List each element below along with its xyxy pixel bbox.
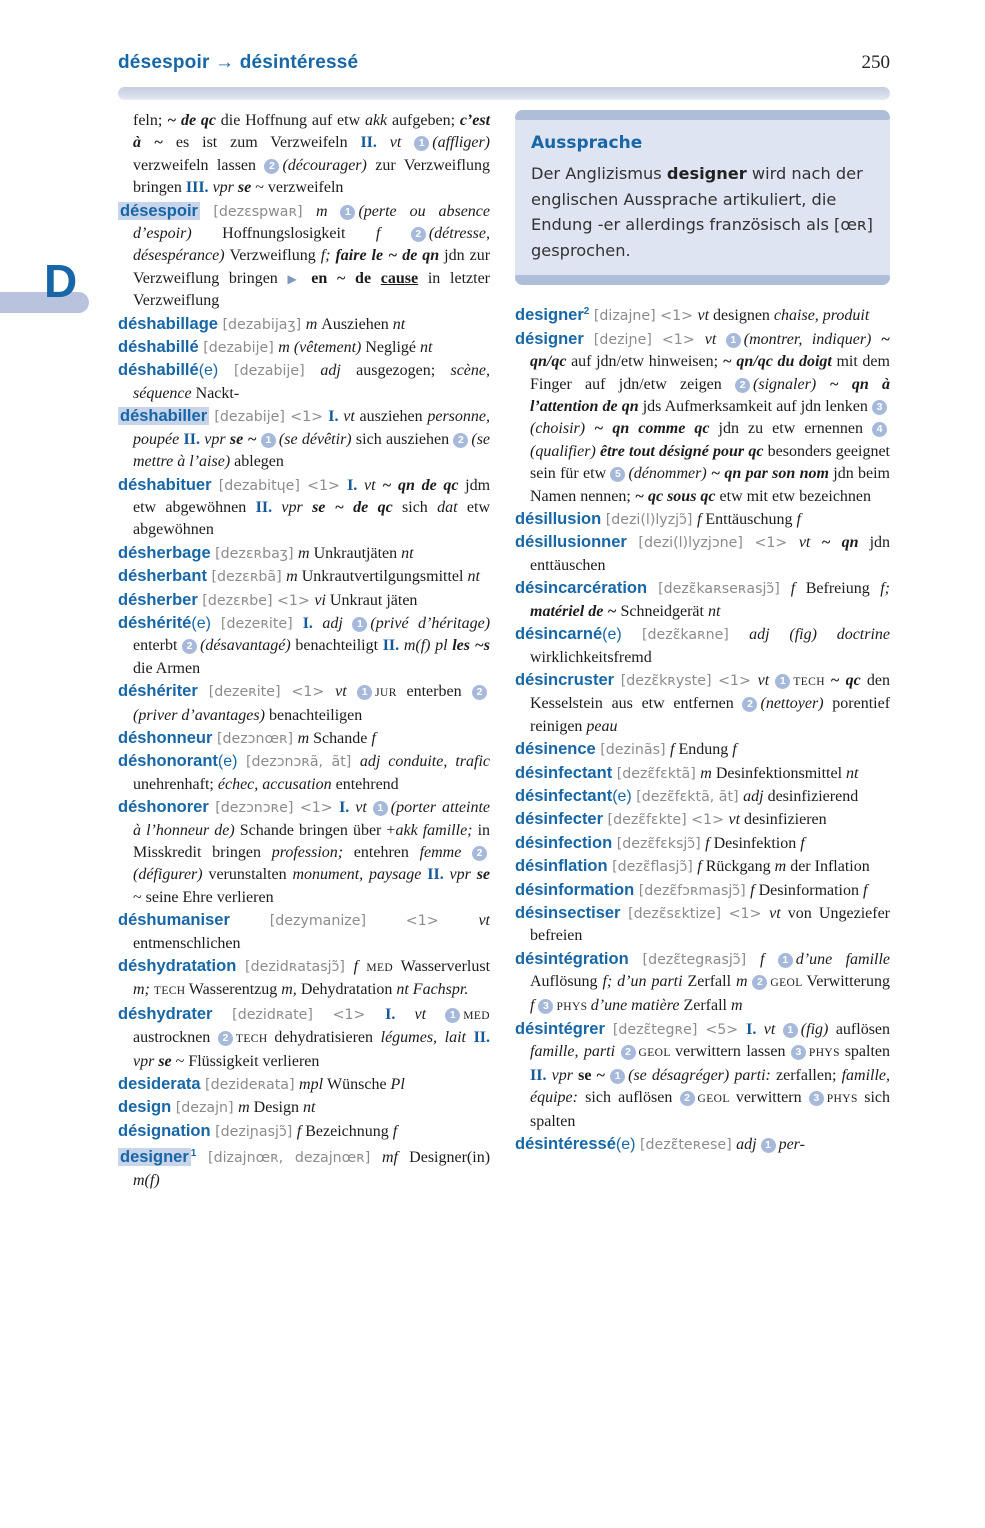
entry-desherber: désherber [dezɛʀbe] <1> vi Unkraut jäten	[118, 590, 418, 609]
entry-headword: déshabillé	[118, 361, 199, 380]
dictionary-columns	[118, 110, 890, 1192]
entry-headword: désherbant	[118, 567, 207, 586]
phonetic-transcription: [deziɲe] <1>	[583, 331, 705, 348]
phonetic-transcription: [dezɛ̃flasjɔ̃]	[607, 859, 698, 876]
entry-headword: désinfecter	[515, 810, 604, 829]
entry-headword: déshydrater	[118, 1004, 213, 1023]
phonetic-transcription: [dezɛ̃kʀyste] <1>	[614, 672, 758, 689]
header-rule	[118, 87, 890, 100]
entry-deshydrater: déshydrater [dezidʀate] <1> I. vt 1 MED austrocknen 2 TECH dehydratisieren légumes, lait II. vpr se ~ Flüssigkeit verlieren	[118, 1004, 491, 1070]
phonetic-transcription: [dezɛspwaʀ]	[199, 203, 316, 220]
phonetic-transcription: [dezabitɥe] <1>	[211, 477, 348, 494]
entry-headword: désinfection	[515, 833, 613, 852]
entry-desinfecter: désinfecter [dezɛ̃fɛkte] <1> vt desinfizieren	[515, 810, 827, 829]
entry-desinence: désinence [dezinãs] f Endung f	[515, 740, 737, 759]
entry-headword: désillusionner	[515, 533, 627, 552]
entry-deshabillage: déshabillage [dezabijaʒ] m Ausziehen nt	[118, 314, 406, 333]
sense-number-badge: 1	[778, 953, 793, 968]
phonetic-transcription: [dezi(l)lyzjɔne] <1>	[626, 535, 799, 552]
entry-headword: désherbage	[118, 543, 211, 562]
entry-desillusion: désillusion [dezi(l)lyzjɔ̃] f Enttäuschung f	[515, 510, 801, 529]
sense-number-badge: 2	[621, 1045, 636, 1060]
entry-headword: designer	[120, 1148, 189, 1167]
sense-number-badge: 1	[352, 617, 367, 632]
phonetic-transcription: [dezabijaʒ]	[217, 316, 306, 333]
entry-headword: désinence	[515, 740, 596, 759]
entry-headword: désincruster	[515, 670, 615, 689]
entry-deshydratation: déshydratation [dezidʀatasjɔ̃] f MED Wasserverlust m; TECH Wasserentzug m, Dehydratation nt Fachspr.	[118, 957, 491, 999]
phonetic-transcription: [dezɛ̃sɛktize] <1>	[620, 905, 770, 922]
entry-desinsectiser: désinsectiser [dezɛ̃sɛktize] <1> vt von Ungeziefer befreien	[515, 903, 890, 945]
entry-headword: déshabillé	[118, 338, 199, 357]
phonetic-transcription: [dezideʀata]	[200, 1077, 300, 1094]
entry-headword: désinflation	[515, 857, 608, 876]
phonetic-transcription: [dezɔnœʀ]	[212, 730, 298, 747]
entry-continuation: feln; ~ de qc die Hoffnung auf etw akk aufgeben; c’est à ~ es ist zum Verzweifeln II. vt 1 (affliger) verzweifeln lassen 2 (décourager) zur Verzweiflung bringen III. vpr se ~ verzweifeln	[133, 112, 491, 197]
entry-deshabille-noun: déshabillé [dezabije] m (vêtement) Negligé nt	[118, 338, 433, 357]
entry-desintegration: désintégration [dezɛ̃tegʀasjɔ̃] f 1 d’une famille Auflösung f; d’un parti Zerfall m 2 GEOL Verwitterung f 3 PHYS d’une matière Zerfall m	[515, 949, 891, 1014]
section-letter: D	[44, 255, 78, 307]
entry-desinfectant-noun: désinfectant [dezɛ̃fɛktã] m Desinfektionsmittel nt	[515, 763, 859, 782]
phonetic-transcription: [dezɛ̃fɛksjɔ̃]	[612, 835, 706, 852]
sense-number-badge: 2	[264, 159, 279, 174]
sense-number-badge: 2	[411, 227, 426, 242]
phonetic-transcription: [deziɲasjɔ̃]	[210, 1123, 297, 1140]
phonetic-transcription: [dezinãs]	[595, 742, 671, 759]
entry-headword: désespoir	[120, 201, 198, 220]
phonetic-transcription: [dizajnœʀ, dezajnœʀ]	[196, 1150, 382, 1167]
phonetic-transcription: [dezɛ̃fɛktã]	[612, 765, 701, 782]
entry-headword: desiderata	[118, 1075, 201, 1094]
entry-headword: déshonorant	[118, 752, 218, 771]
entry-headword: déshumaniser	[118, 911, 230, 930]
entry-desherbant: désherbant [dezɛʀbã] m Unkrautvertilgungsmittel nt	[118, 567, 480, 586]
sense-number-badge: 1	[761, 1138, 776, 1153]
entry-designation: désignation [deziɲasjɔ̃] f Bezeichnung f	[118, 1121, 398, 1140]
phonetic-transcription: [dezymanize] <1>	[229, 913, 479, 930]
phonetic-transcription: [dezidʀate] <1>	[212, 1006, 386, 1023]
entry-desiderata: desiderata [dezideʀata] mpl Wünsche Pl	[118, 1075, 405, 1094]
entry-desincarne: désincarné(e) [dezɛ̃kaʀne] adj (fig) doctrine wirklichkeitsfremd	[515, 625, 891, 666]
entry-designer-2: designer$^2$ [dizajne] <1> vt designen chaise, produit	[515, 306, 870, 325]
entry-desinfection: désinfection [dezɛ̃fɛksjɔ̃] f Desinfektion f	[515, 833, 805, 852]
entry-desespoir: désespoir [dezɛspwaʀ] m 1 (perte ou absence d’espoir) Hoffnungslosigkeit f 2 (détresse, désespérance) Verzweiflung f; faire le ~ de qn jdn zur Verzweiflung bringen ▶ en ~ de cause in letzter Verzweiflung	[120, 201, 491, 310]
sense-number-badge: 3	[872, 400, 887, 415]
entry-deshabituer: déshabituer [dezabitɥe] <1> I. vt ~ qn de qc jdm etw abgewöhnen II. vpr se ~ de qc sich dat etw abgewöhnen	[118, 475, 491, 539]
sense-number-badge: 1	[357, 685, 372, 700]
entry-headword: désinfectant	[515, 763, 613, 782]
entry-headword: déshydratation	[118, 957, 237, 976]
entry-desherbage: désherbage [dezɛʀbaʒ] m Unkrautjäten nt	[118, 543, 414, 562]
phonetic-transcription: [dezɛ̃teʀese]	[635, 1137, 737, 1154]
info-box-body: Der Anglizismus designer wird nach der englischen Aussprache artikuliert, die Endung -er allerdings französisch als [œʀ] gesprochen.	[531, 164, 873, 260]
phonetic-transcription: [dezabije] <1>	[209, 409, 329, 426]
sense-number-badge: 2	[218, 1031, 233, 1046]
entry-deshonneur: déshonneur [dezɔnœʀ] m Schande f	[118, 728, 376, 747]
entry-desherite-adj: déshérité(e) [dezeʀite] I. adj 1 (privé d’héritage) enterbt 2 (désavantagé) benachteiligt II. m(f) pl les ~s die Armen	[118, 613, 491, 677]
info-box-title: Aussprache	[531, 133, 643, 153]
sense-number-badge: 2	[742, 697, 757, 712]
sense-number-badge: 3	[538, 999, 553, 1014]
sense-number-badge: 1	[414, 136, 429, 151]
entry-headword: désintégrer	[515, 1020, 605, 1038]
sense-number-badge: 2	[182, 639, 197, 654]
phonetic-transcription: [dezɛ̃tegʀasjɔ̃]	[628, 951, 760, 968]
phonetic-transcription: [dezabije]	[198, 340, 279, 357]
sense-number-badge: 1	[783, 1023, 798, 1038]
sense-number-badge: 2	[735, 378, 750, 393]
sense-number-badge: 5	[610, 467, 625, 482]
phonetic-transcription: [dizajne] <1>	[589, 308, 698, 325]
phonetic-transcription: [dezɛ̃fɔʀmasjɔ̃]	[634, 882, 751, 899]
phonetic-transcription: [dezɛ̃kaʀne]	[621, 627, 750, 644]
phonetic-transcription: [dezeʀite] <1>	[197, 684, 336, 701]
pronunciation-info-box	[515, 110, 890, 285]
sense-number-badge: 2	[752, 975, 767, 990]
entry-desincarceration: désincarcération [dezɛ̃kaʀseʀasjɔ̃] f Befreiung f; matériel de ~ Schneidgerät nt	[515, 579, 891, 620]
entry-design: design [dezajn] m Design nt	[118, 1098, 316, 1117]
right-column	[515, 110, 890, 1192]
phonetic-transcription: [dezɛ̃tegʀe] <5>	[604, 1022, 747, 1038]
sense-number-badge: 1	[610, 1069, 625, 1084]
entry-headword: déshonneur	[118, 728, 213, 747]
entry-headword: désherber	[118, 590, 198, 609]
sense-number-badge: 1	[775, 674, 790, 689]
phonetic-transcription: [dezɛ̃fɛkte] <1>	[603, 812, 729, 829]
sense-number-badge: 1	[726, 333, 741, 348]
entry-desinteresse: désintéressé(e) [dezɛ̃teʀese] adj 1 per-	[515, 1135, 805, 1154]
phonetic-transcription: [dezabije]	[218, 363, 321, 380]
entry-headword: déshérité	[118, 613, 192, 632]
entry-headword: désinsectiser	[515, 903, 621, 922]
entry-desintegrer: désintégrer [dezɛ̃tegʀe] <5> I. vt 1 (fig) auflösen famille, parti 2 GEOL verwittern lassen 3 PHYS spalten II. vpr se ~ 1 (se désagréger) parti: zerfallen; famille, équipe: sich auflösen 2 GEOL verwittern 3 PHYS sich spalten	[515, 1020, 891, 1130]
sense-number-badge: 3	[791, 1045, 806, 1060]
phonetic-transcription: [dezɔnɔʀe] <1>	[208, 800, 340, 817]
entry-headword: déshonorer	[118, 798, 209, 817]
phonetic-transcription: [dezeʀite]	[210, 615, 303, 632]
sense-number-badge: 2	[472, 685, 487, 700]
sense-number-badge: 4	[872, 422, 887, 437]
entry-headword: déshériter	[118, 682, 198, 701]
phonetic-transcription: [dezɛʀbe] <1>	[197, 592, 315, 609]
page-header	[118, 52, 890, 74]
left-column	[118, 110, 490, 1192]
entry-headword: déshabillage	[118, 314, 218, 333]
phonetic-transcription: [dezajn]	[171, 1100, 239, 1117]
sense-number-badge: 2	[472, 846, 487, 861]
entry-designer-1: designer $^1$ [dizajnœʀ, dezajnœʀ] mf Designer(in) m(f)	[120, 1148, 491, 1189]
entry-headword: désignation	[118, 1121, 211, 1140]
entry-headword: déshabiller	[120, 407, 208, 426]
entry-desheriter: déshériter [dezeʀite] <1> vt 1 JUR enterben 2(priver d’avantages) benachteiligen	[133, 680, 490, 727]
entry-headword: désincarcération	[515, 579, 648, 598]
sense-number-badge: 2	[453, 433, 468, 448]
phonetic-transcription: [dezɛʀbaʒ]	[210, 545, 299, 562]
entry-headword: désinfectant	[515, 786, 613, 805]
entry-desinformation: désinformation [dezɛ̃fɔʀmasjɔ̃] f Desinformation f	[515, 880, 868, 899]
entry-deshabiller: déshabiller [dezabije] <1> I. vt ausziehen personne, poupée II. vpr se ~ 1 (se dévêtir) sich ausziehen 2 (se mettre à l’aise) ablegen	[120, 407, 491, 471]
phonetic-transcription: [dezɛ̃fɛktã, ãt]	[631, 788, 744, 805]
entry-headword: désinformation	[515, 880, 635, 899]
info-box-top-bar	[515, 110, 890, 120]
sense-number-badge: 3	[809, 1091, 824, 1106]
entry-headword: désintéressé	[515, 1135, 616, 1154]
sense-number-badge: 1	[373, 801, 388, 816]
entry-desillusionner: désillusionner [dezi(l)lyzjɔne] <1> vt ~ qn jdn enttäuschen	[515, 533, 891, 574]
entry-deshonorer: déshonorer [dezɔnɔʀe] <1> I. vt 1 (porter atteinte à l’honneur de) Schande bringen über +akk famille; in Misskredit bringen profession; entehren femme 2(défigurer) verunstalten monument, paysage II. vpr se ~ seine Ehre verlieren	[118, 798, 491, 906]
phonetic-transcription: [dezɛ̃kaʀseʀasjɔ̃]	[647, 581, 791, 598]
entry-desinflation: désinflation [dezɛ̃flasjɔ̃] f Rückgang m der Inflation	[515, 857, 870, 876]
sense-number-badge: 1	[261, 433, 276, 448]
entry-headword: désillusion	[515, 510, 602, 529]
entry-deshumaniser: déshumaniser [dezymanize] <1> vt entmenschlichen	[118, 911, 490, 952]
entry-designer-verb: désigner [deziɲe] <1> vt 1 (montrer, indiquer) ~ qn/qc auf jdn/etw hinweisen; ~ qn/qc du doigt mit dem Finger auf jdn/etw zeigen 2 (signaler) ~ qn à l’attention de qn jds Aufmerksamkeit auf jdn lenken 3(choisir) ~ qn comme qc jdn zu etw ernennen 4(qualifier) être tout désigné pour qc besonders geeignet sein für etw 5 (dénommer) ~ qn par son nom jdn beim Namen nennen; ~ qc sous qc etw mit etw bezeichnen	[515, 329, 891, 505]
entry-headword: déshabituer	[118, 475, 212, 494]
phonetic-transcription: [dezidʀatasjɔ̃]	[236, 959, 354, 976]
entry-desincruster: désincruster [dezɛ̃kʀyste] <1> vt 1 TECH ~ qc den Kesselstein aus etw entfernen 2 (nettoyer) porentief reinigen peau	[515, 670, 891, 735]
entry-deshonorant: déshonorant(e) [dezɔnɔʀã, ãt] adj conduite, trafic unehrenhaft; échec, accusation entehrend	[118, 752, 490, 793]
sense-number-badge: 1	[340, 205, 355, 220]
header-guide-words: désespoir → désintéressé	[118, 52, 359, 73]
page-number: 250	[861, 52, 890, 73]
entry-headword: design	[118, 1098, 172, 1117]
entry-headword: designer	[515, 306, 584, 325]
phonetic-transcription: [dezɔnɔʀã, ãt]	[237, 754, 360, 771]
entry-deshabille-adj: déshabillé(e) [dezabije] adj ausgezogen; scène, séquence Nackt-	[118, 361, 490, 402]
entry-headword: désigner	[515, 329, 584, 348]
sense-number-badge: 2	[680, 1091, 695, 1106]
sense-number-badge: 1	[445, 1008, 460, 1023]
info-box-bottom-bar	[515, 275, 890, 285]
entry-desinfectant-adj: désinfectant(e) [dezɛ̃fɛktã, ãt] adj desinfizierend	[515, 786, 859, 805]
entry-headword: désintégration	[515, 949, 629, 968]
entry-headword: désincarné	[515, 625, 603, 644]
idiom-arrow-icon: ▶	[287, 271, 312, 286]
phonetic-transcription: [dezi(l)lyzjɔ̃]	[601, 512, 697, 529]
phonetic-transcription: [dezɛʀbã]	[206, 569, 287, 586]
